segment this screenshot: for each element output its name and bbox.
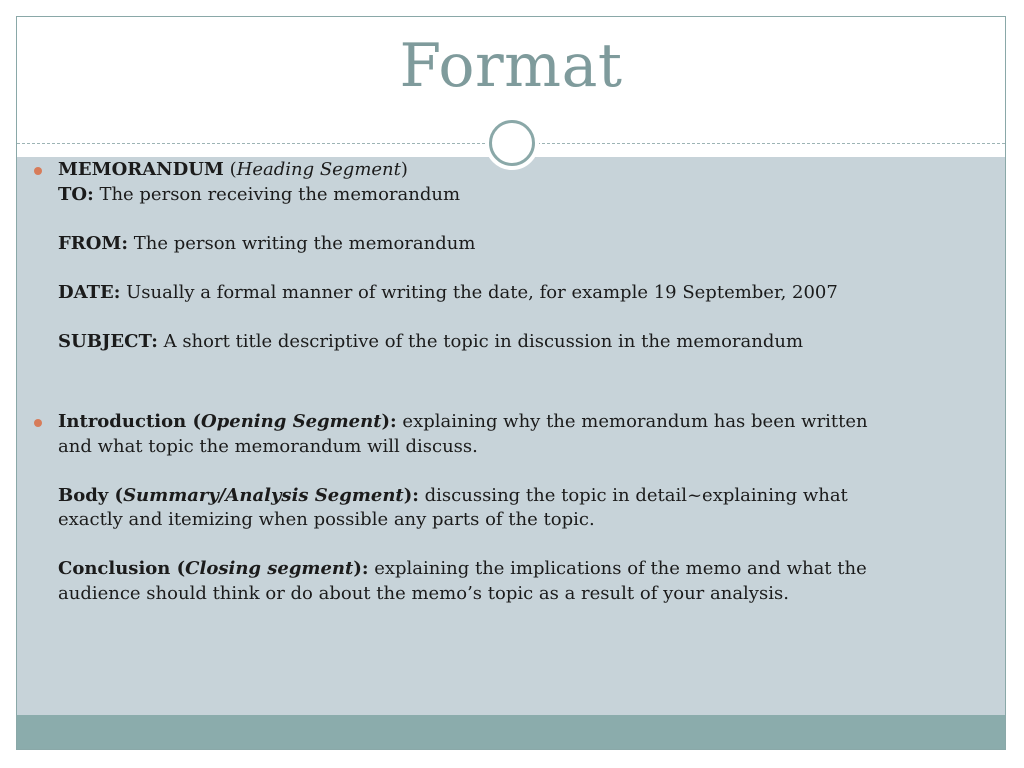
- body-line-2: exactly and itemizing when possible any parts of the topic.: [58, 509, 595, 530]
- conclusion-line-2: audience should think or do about the memo’s topic as a result of your analysis.: [58, 582, 789, 604]
- introduction-line-2: and what topic the memorandum will discuss.: [58, 435, 478, 457]
- date-line: [58, 281, 954, 306]
- from-text: The person writing the memorandum: [128, 232, 476, 254]
- memorandum-label: MEMORANDUM: [58, 159, 224, 180]
- body-label: Body: [58, 484, 109, 506]
- date-label: DATE:: [58, 281, 121, 303]
- body-text: discussing the topic in detail~explaining what: [418, 484, 848, 506]
- date-text: Usually a formal manner of writing the date, for example 19 September, 2007: [120, 281, 838, 303]
- to-label: TO:: [58, 183, 94, 205]
- memorandum-line: [58, 158, 954, 183]
- subject-label: SUBJECT:: [58, 330, 158, 352]
- opening-segment-label: Opening Segment: [201, 411, 382, 432]
- bullet-sections: [34, 410, 954, 606]
- slide-title: Format: [399, 31, 623, 101]
- introduction-line: Introduction (Opening Segment): explaining why the memorandum has been written: [58, 411, 868, 432]
- from-line: [58, 232, 954, 257]
- heading-open-paren: (: [229, 159, 237, 180]
- closing-segment-label: Closing segment: [185, 558, 354, 579]
- to-line: [58, 183, 954, 208]
- heading-close-paren: ): [400, 159, 408, 180]
- slide-content: [34, 158, 954, 606]
- introduction-text: explaining why the memorandum has been written: [396, 411, 868, 432]
- from-label: FROM:: [58, 232, 128, 254]
- heading-segment-label: Heading Segment: [236, 159, 401, 180]
- to-text: The person receiving the memorandum: [93, 183, 461, 205]
- bullet-dot-icon: [34, 419, 42, 427]
- body-line: Body (Summary/Analysis Segment): discussing the topic in detail~explaining what: [58, 484, 848, 506]
- conclusion-text: explaining the implications of the memo and what the: [368, 558, 867, 579]
- introduction-label: Introduction: [58, 411, 187, 432]
- conclusion-label: Conclusion: [58, 558, 171, 579]
- footer-band: [17, 715, 1005, 749]
- bullet-dot-icon: [34, 167, 42, 175]
- conclusion-line: Conclusion (Closing segment): explaining the implications of the memo and what the: [58, 558, 867, 579]
- bullet-heading-segment: [34, 158, 954, 354]
- summary-analysis-segment-label: Summary/Analysis Segment: [123, 484, 404, 506]
- subject-line: [58, 330, 954, 355]
- subject-text: A short title descriptive of the topic in discussion in the memorandum: [157, 330, 804, 352]
